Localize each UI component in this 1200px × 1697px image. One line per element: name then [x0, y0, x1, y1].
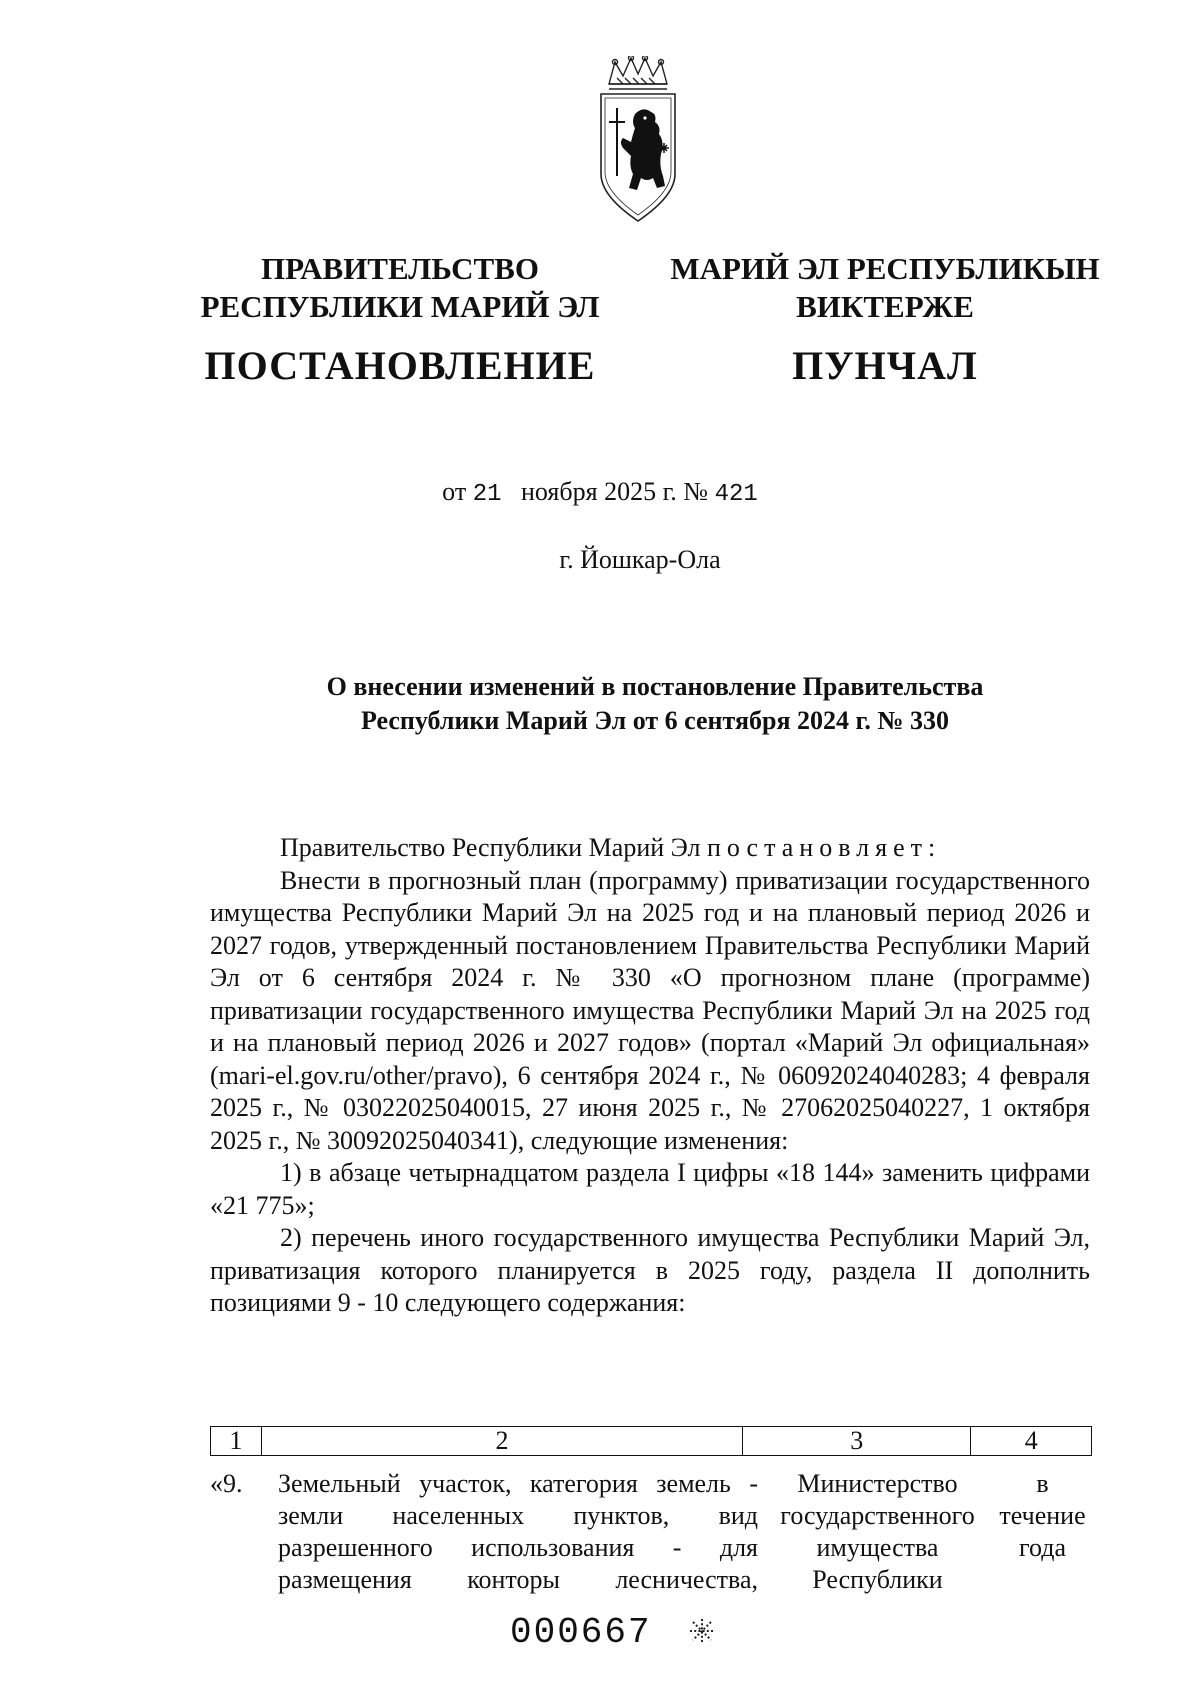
- header-right: [660, 250, 1110, 390]
- term-line: года: [1018, 1533, 1067, 1562]
- responsible-line: имущества: [816, 1533, 939, 1562]
- snowflake-icon: [688, 1617, 716, 1645]
- term-line: в: [1036, 1469, 1049, 1498]
- paragraph-1: Внести в прогнозный план (программу) приватизации государственного имущества Республики Марий Эл на 2025 год и на плановый период 2026 и 2027 годов, утвержденный постановлением Правительства Республики Марий Эл от 6 сентября 2024 г. № 330 «О прогнозном плане (программе) приватизации государственного имущества Республики Марий Эл на 2025 год и на плановый период 2026 и 2027 годов» (портал «Марий Эл официальная» (mari-el.gov.ru/other/pravo), 6 сентября 2024 г., № 06092024040283; 4 февраля 2025 г., № 03022025040015, 27 июня 2025 г., № 27062025040227, 1 октября 2025 г., № 30092025040341), следующие изменения:: [210, 865, 1090, 1155]
- row-responsible: [770, 1468, 985, 1596]
- date-month-year: ноября 2025 г. №: [521, 477, 709, 506]
- date-prefix: от: [442, 477, 467, 506]
- item-2: 2) перечень иного государственного имущества Республики Марий Эл, приватизация которого планируется в 2025 году, раздела II дополнить позициями 9 - 10 следующего содержания:: [210, 1223, 1090, 1317]
- coat-of-arms-bear-icon: [595, 56, 681, 226]
- table-header-cell: 1: [211, 1427, 262, 1456]
- header-left-line1: ПРАВИТЕЛЬСТВО: [261, 251, 539, 286]
- description-line: земли населенных пунктов, вид: [278, 1501, 758, 1530]
- doc-type-mari: ПУНЧАЛ: [792, 342, 978, 388]
- table-header-cell: 3: [743, 1427, 971, 1456]
- term-line: течение: [999, 1501, 1086, 1530]
- description-line: разрешенного использования - для: [278, 1533, 758, 1562]
- table-header-cell: 4: [971, 1427, 1092, 1456]
- row-number: «9.: [210, 1469, 243, 1498]
- title-line2: Республики Марий Эл от 6 сентября 2024 г. № 330: [360, 706, 950, 735]
- city: г. Йошкар-Ола: [559, 545, 721, 574]
- responsible-line: Республики: [812, 1565, 943, 1594]
- amendment-table-header: [210, 1426, 1092, 1456]
- doc-type-russian: ПОСТАНОВЛЕНИЕ: [204, 342, 596, 388]
- serial-number: 000667: [510, 1612, 652, 1653]
- row-description: [278, 1468, 758, 1596]
- table-header-cell: 2: [261, 1427, 742, 1456]
- responsible-line: Министерство: [797, 1469, 958, 1498]
- header-right-line2: ВИКТЕРЖЕ: [796, 288, 974, 324]
- intro-prefix: Правительство Республики Марий Эл: [280, 833, 701, 862]
- document-date: [200, 477, 1000, 508]
- intro-verb: постановляет:: [706, 833, 942, 862]
- row-term: [990, 1468, 1095, 1564]
- responsible-line: государственного: [780, 1501, 975, 1530]
- header-left: [200, 250, 600, 390]
- item-1: 1) в абзаце четырнадцатом раздела I цифры «18 144» заменить цифрами «21 775»;: [210, 1158, 1090, 1220]
- description-line: Земельный участок, категория земель -: [278, 1469, 758, 1498]
- header-left-line2: РЕСПУБЛИКИ МАРИЙ ЭЛ: [200, 288, 600, 324]
- title-line1: О внесении изменений в постановление Правительства: [326, 672, 984, 701]
- date-day: 21: [472, 481, 502, 508]
- header-right-line1: МАРИЙ ЭЛ РЕСПУБЛИКЫН: [670, 251, 1100, 286]
- document-title: [215, 670, 1095, 738]
- description-line: размещения конторы лесничества,: [278, 1565, 758, 1594]
- intro-paragraph: [210, 832, 1090, 865]
- document-body: [210, 832, 1090, 1320]
- document-number: 421: [714, 481, 758, 508]
